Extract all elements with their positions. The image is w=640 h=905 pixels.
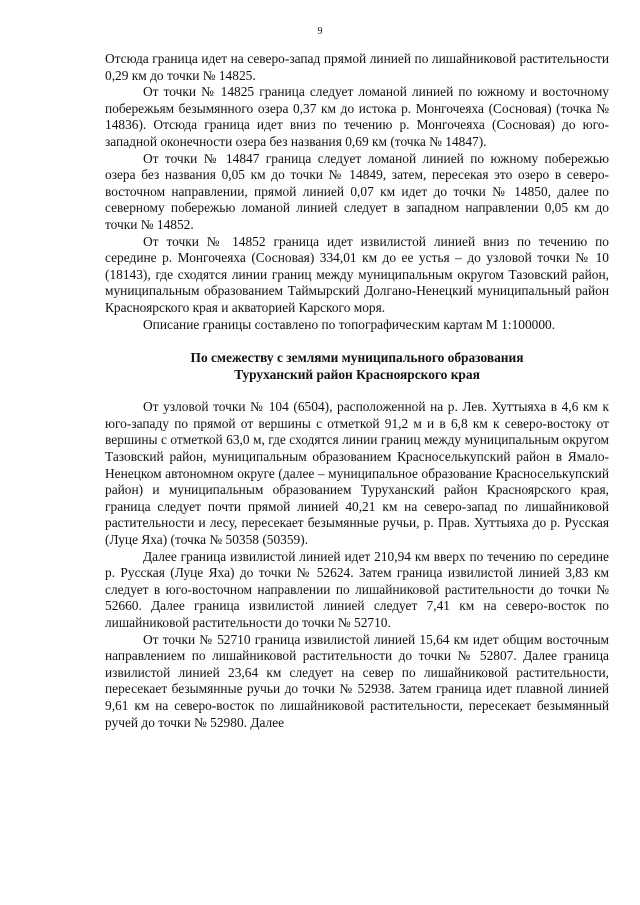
paragraph: От точки № 14847 граница следует ломаной линией по южному побережью озера без названия 0,05 км до точки № 14849, затем, пересекая это озеро в северо-восточном направлении, прямой линией 0,07 км идет до точки № 14850, далее по северному побережью ломаной линией следует в западном направлении 0,05 км до точки № 14852. — [105, 150, 609, 232]
section-heading-line: По смежеству с землями муниципального образования — [190, 350, 524, 366]
section-heading — [105, 350, 609, 383]
paragraph: Отсюда граница идет на северо-запад прямой линией по лишайниковой растительности 0,29 км до точки № 14825. — [105, 51, 609, 83]
paragraph: Описание границы составлено по топографическим картам М 1:100000. — [143, 316, 556, 332]
paragraph: От точки № 14825 граница следует ломаной линией по южному и восточному побережьям безымянного озера 0,37 км до истока р. Монгочеяха (Сосновая) (точка № 14836). Отсюда граница идет вниз по течению р. Монгочеяха (Сосновая) до юго-западной оконечности озера без названия 0,69 км (точка № 14847). — [105, 84, 609, 149]
paragraph: От точки № 52710 граница извилистой линией 15,64 км идет общим восточным направлением по лишайниковой растительности до точки № 52807. Далее граница извилистой линией 23,64 км следует на север по лишайниковой растительности, пересекает безымянные ручьи до точки № 52938. Затем граница идет плавной линией 9,61 км на северо-восток по лишайниковой растительности, пересекает безымянный ручей до точки № 52980. Далее — [105, 631, 609, 730]
paragraph: Далее граница извилистой линией идет 210,94 км вверх по течению по середине р. Русская (Луце Яха) до точки № 52624. Затем граница извилистой линией 3,83 км следует в юго-восточном направлении по лишайниковой растительности до точки № 52660. Далее граница извилистой линией следует 7,41 км на северо-восток по лишайниковой растительности до точки № 52710. — [105, 548, 609, 630]
paragraph: От узловой точки № 104 (6504), расположенной на р. Лев. Хуттыяха в 4,6 км к юго-западу по прямой от вершины с отметкой 91,2 м и в 6,8 км к северо-востоку от вершины с отметкой 63,0 м, где сходятся линии границ между муниципальным округом Тазовский район, муниципальным образованием Красноселькупский район в Ямало-Ненецком автономном округе (далее – муниципальное образование Красноселькупский район) и муниципальным образованием Туруханский район Красноярского края, граница следует почти прямой линией 40,21 км на северо-запад по лишайниковой растительности и лесу, пересекает безымянные ручьи, р. Прав. Хуттыяха до р. Русская (Луце Яха) (точка № 50358 (50359). — [105, 399, 609, 548]
document-body — [105, 51, 609, 731]
page-number: 9 — [317, 26, 323, 37]
section-heading-line: Туруханский район Красноярского края — [234, 366, 480, 382]
paragraph: От точки № 14852 граница идет извилистой линией вниз по течению по середине р. Монгочеяха (Сосновая) 334,01 км до ее устья – до узловой точки № 10 (18143), где сходятся линии границ между муниципальным округом Тазовский район, муниципальным образованием Таймырский Долгано-Ненецкий муниципальный район Красноярского края и акваторией Карского моря. — [105, 233, 609, 315]
